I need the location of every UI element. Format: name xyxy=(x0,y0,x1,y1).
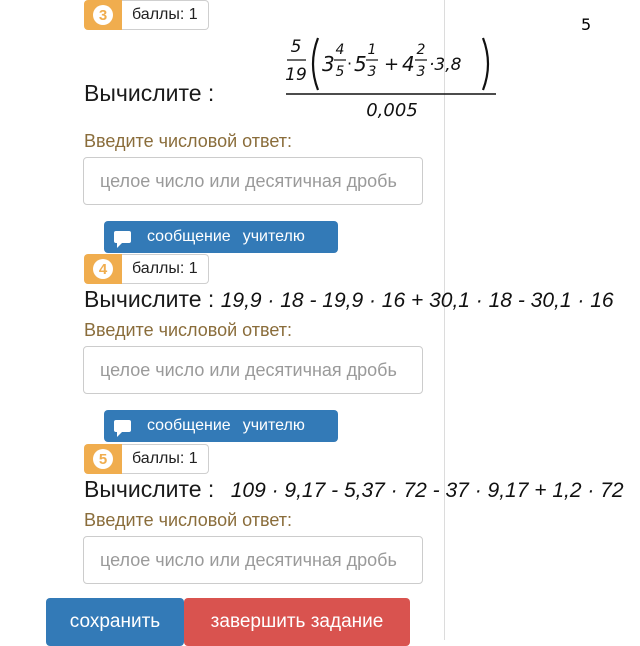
question-number-badge xyxy=(84,444,122,474)
formula-mixed-3-denominator: 3 xyxy=(416,64,426,80)
question-5-expression: 109 · 9,17 - 5,37 · 72 - 37 · 9,17 + 1,2 · 72 xyxy=(230,479,624,502)
formula-mixed-2-denominator: 3 xyxy=(367,64,377,80)
formula-outer-numerator: 5 xyxy=(290,37,302,57)
formula-mixed-3-numerator: 2 xyxy=(416,42,426,58)
answer-input-4[interactable] xyxy=(83,346,423,394)
question-5-statement xyxy=(84,476,624,503)
finish-task-button[interactable]: завершить задание xyxy=(184,598,410,646)
formula-mixed-2-numerator: 1 xyxy=(367,42,377,58)
question-4-badge xyxy=(84,254,209,284)
message-button-label-2: учителю xyxy=(242,228,305,245)
question-3-formula xyxy=(284,15,592,126)
formula-denominator: 0,005 xyxy=(366,100,418,121)
comment-icon xyxy=(114,420,131,432)
question-number: 3 xyxy=(93,5,113,25)
save-button[interactable]: сохранить xyxy=(46,598,184,646)
question-5-badge xyxy=(84,444,209,474)
question-number: 4 xyxy=(93,259,113,279)
message-button-label-1: сообщение xyxy=(147,417,231,434)
formula-outer-numerator: 5 xyxy=(581,15,592,34)
formula-left-paren xyxy=(313,38,318,90)
formula-dot: · xyxy=(347,54,353,73)
question-points: баллы: 1 xyxy=(122,254,209,284)
message-teacher-button[interactable] xyxy=(104,410,338,442)
formula-outer-denominator: 19 xyxy=(285,65,307,85)
question-number-badge xyxy=(84,0,122,30)
question-number-badge xyxy=(84,254,122,284)
answer-prompt: Введите числовой ответ: xyxy=(84,320,293,340)
message-button-label-1: сообщение xyxy=(147,228,231,245)
question-3-label: Вычислите : xyxy=(84,80,215,106)
question-points: баллы: 1 xyxy=(122,0,209,30)
answer-prompt: Введите числовой ответ: xyxy=(84,510,293,530)
formula-tail: ·3,8 xyxy=(429,55,462,75)
question-points: баллы: 1 xyxy=(122,444,209,474)
question-4-label: Вычислите : xyxy=(84,286,215,312)
question-5-label: Вычислите : xyxy=(84,476,215,502)
message-teacher-button[interactable] xyxy=(104,221,338,253)
answer-input-5[interactable] xyxy=(83,536,423,584)
formula-mixed-2-whole: 5 xyxy=(354,52,367,76)
formula-mixed-3-whole: 4 xyxy=(402,52,415,76)
question-4-expression: 19,9 · 18 - 19,9 · 16 + 30,1 · 18 - 30,1 · 16 xyxy=(220,289,614,312)
formula-mixed-1-whole: 3 xyxy=(322,52,335,76)
comment-icon xyxy=(114,231,131,243)
formula-mixed-1-numerator: 4 xyxy=(335,42,345,58)
question-number: 5 xyxy=(93,449,113,469)
formula-right-paren xyxy=(483,38,488,90)
question-4-statement xyxy=(84,286,614,313)
answer-prompt: Введите числовой ответ: xyxy=(84,131,293,151)
message-button-label-2: учителю xyxy=(242,417,305,434)
formula-mixed-1-denominator: 5 xyxy=(335,64,345,80)
answer-input-3[interactable] xyxy=(83,157,423,205)
formula-plus: + xyxy=(384,54,400,75)
question-3-badge xyxy=(84,0,209,30)
